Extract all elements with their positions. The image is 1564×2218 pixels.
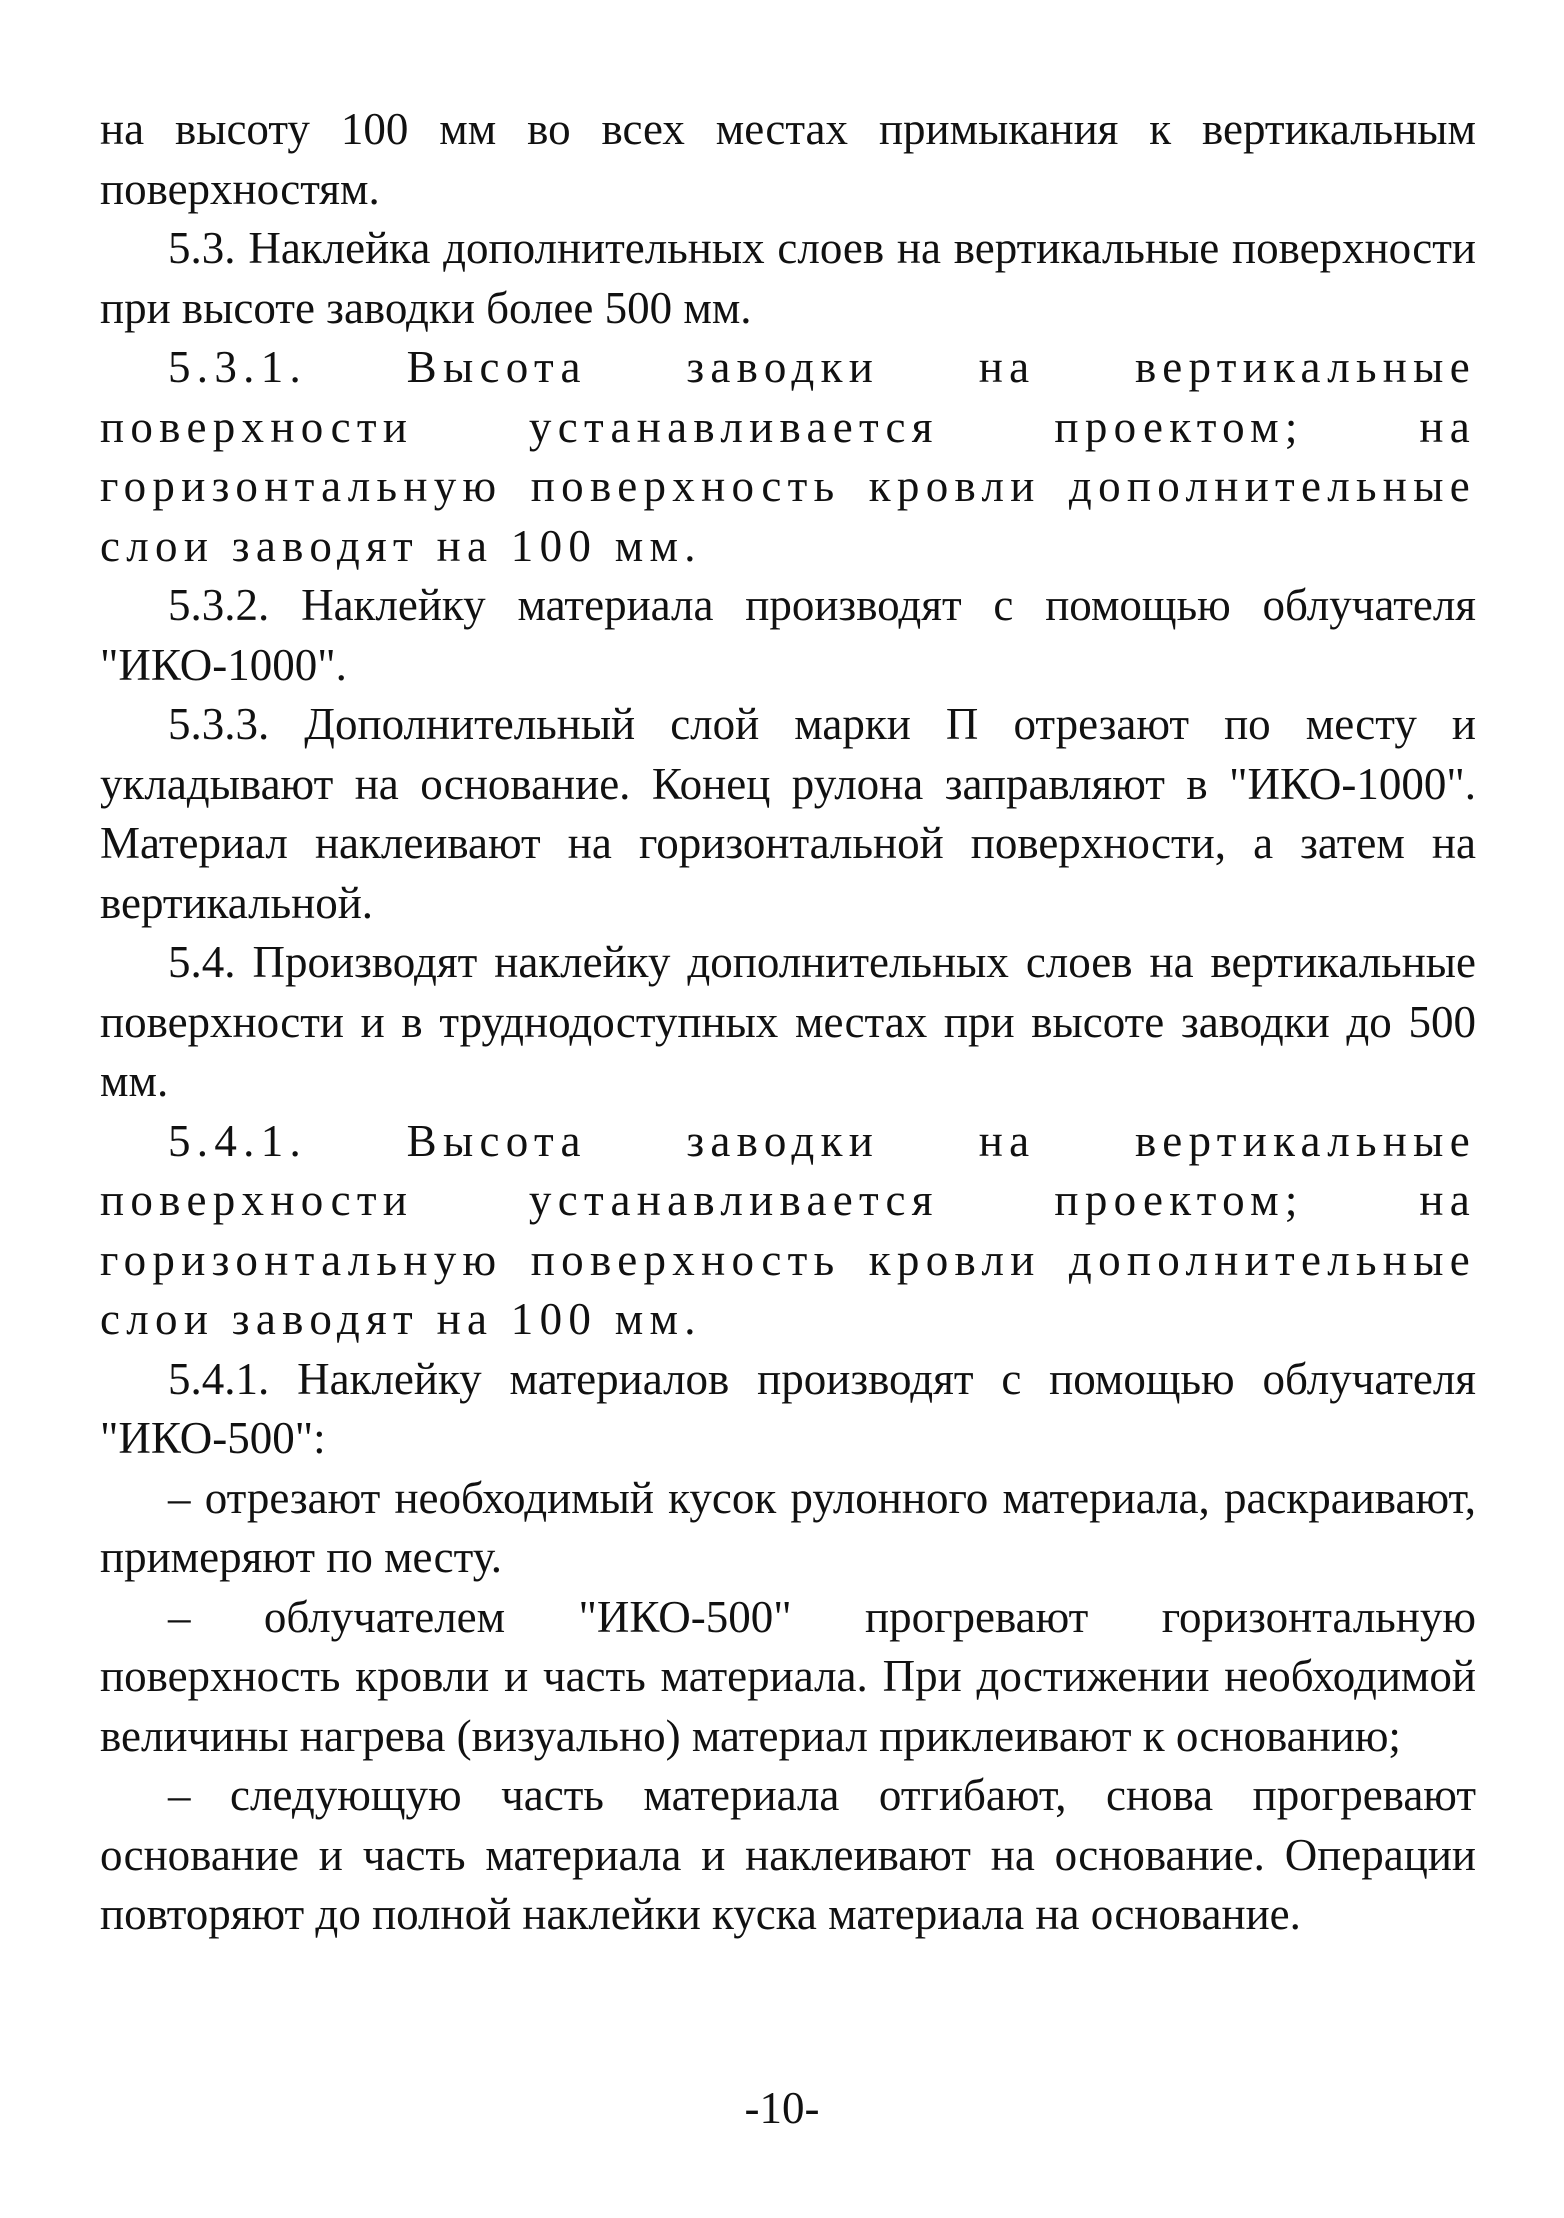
paragraph-continuation: на высоту 100 мм во всех местах примыкания к вертикальным поверхностям. [100,104,1476,214]
page-number: -10- [744,2083,820,2133]
list-item-heat-surface: – облучателем "ИКО-500" прогревают горизонтальную поверхность кровли и часть материала. При достижении необходимой величины нагрева (визуально) материал приклеивают к основанию; [100,1591,1476,1761]
paragraph-5-4-1-b: 5.4.1. Наклейку материалов производят с помощью облучателя "ИКО-500": [100,1353,1476,1463]
paragraph-5-3-3: 5.3.3. Дополнительный слой марки П отрезают по месту и укладывают на основание. Конец рулона заправляют в "ИКО-1000". Материал наклеивают на горизонтальной поверхности, а затем на вертикальной. [100,699,1476,928]
paragraph-5-3-1: 5.3.1. Высота заводки на вертикальные поверхности устанавливается проектом; на горизонтальную поверхность кровли дополнительные слои заводят на 100 мм. [100,342,1476,571]
paragraph-5-4-1-a: 5.4.1. Высота заводки на вертикальные поверхности устанавливается проектом; на горизонтальную поверхность кровли дополнительные слои заводят на 100 мм. [100,1115,1476,1344]
paragraph-5-4: 5.4. Производят наклейку дополнительных слоев на вертикальные поверхности и в труднодоступных местах при высоте заводки до 500 мм. [100,937,1476,1106]
paragraph-5-3-2: 5.3.2. Наклейку материала производят с помощью облучателя "ИКО-1000". [100,580,1476,690]
list-item-repeat-operations: – следующую часть материала отгибают, снова прогревают основание и часть материала и наклеивают на основание. Операции повторяют до полной наклейки куска материала на основание. [100,1770,1476,1939]
body-text [100,100,1476,1945]
paragraph-5-3: 5.3. Наклейка дополнительных слоев на вертикальные поверхности при высоте заводки более 500 мм. [100,223,1476,333]
list-item-cut-material: – отрезают необходимый кусок рулонного материала, раскраивают, примеряют по месту. [100,1472,1476,1582]
